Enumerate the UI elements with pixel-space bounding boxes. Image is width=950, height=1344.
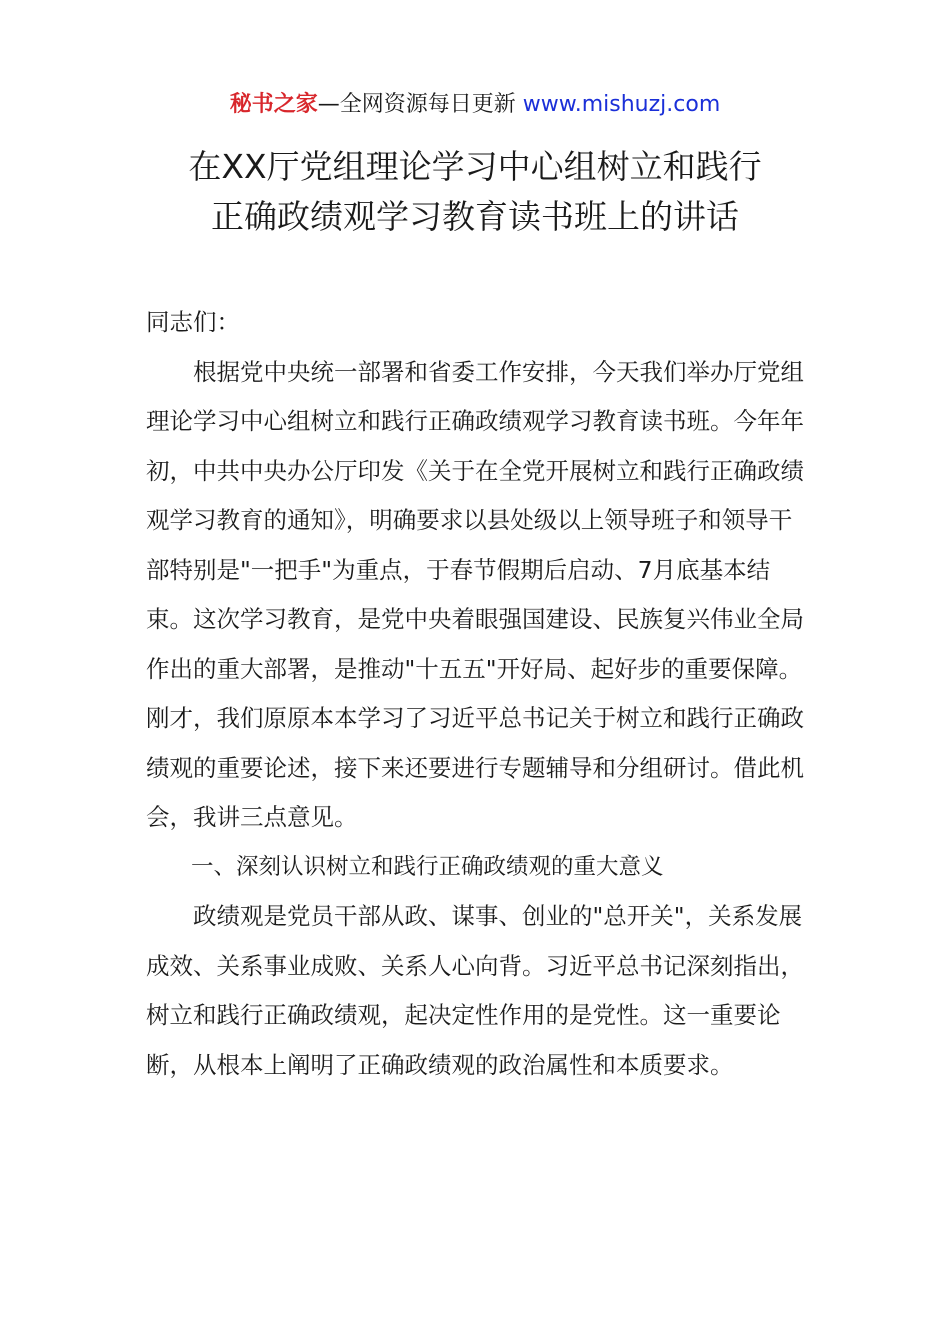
- paragraph-intro: 根据党中央统一部署和省委工作安排，今天我们举办厅党组理论学习中心组树立和践行正确政绩观学习教育读书班。今年年初，中共中央办公厅印发《关于在全党开展树立和践行正确政绩观学习教育的通知》，明确要求以县处级以上领导班子和领导干部特别是"一把手"为重点，于春节假期后启动、7月底基本结束。这次学习教育，是党中央着眼强国建设、民族复兴伟业全局作出的重大部署，是推动"十五五"开好局、起好步的重要保障。刚才，我们原原本本学习了习近平总书记关于树立和践行正确政绩观的重要论述，接下来还要进行专题辅导和分组研讨。借此机会，我讲三点意见。: [146, 357, 804, 831]
- paragraph-section-1: 政绩观是党员干部从政、谋事、创业的"总开关"，关系发展成效、关系事业成败、关系人心向背。习近平总书记深刻指出，树立和践行正确政绩观，起决定性作用的是党性。这一重要论断，从根本上阐明了正确政绩观的政治属性和本质要求。: [146, 902, 804, 1079]
- section-heading-1: 一、深刻认识树立和践行正确政绩观的重大意义: [191, 853, 664, 880]
- site-url-link[interactable]: www.mishuzj.com: [522, 92, 721, 117]
- brand-name: 秘书之家: [229, 92, 318, 117]
- document-body: [146, 298, 812, 1090]
- title-line-1: 在XX厅党组理论学习中心组树立和践行: [188, 147, 762, 186]
- header-tagline: —全网资源每日更新: [317, 92, 516, 117]
- title-line-2: 正确政绩观学习教育读书班上的讲话: [211, 197, 739, 236]
- greeting: 同志们：: [146, 308, 240, 336]
- site-header: [0, 88, 950, 122]
- document-title: [60, 142, 890, 242]
